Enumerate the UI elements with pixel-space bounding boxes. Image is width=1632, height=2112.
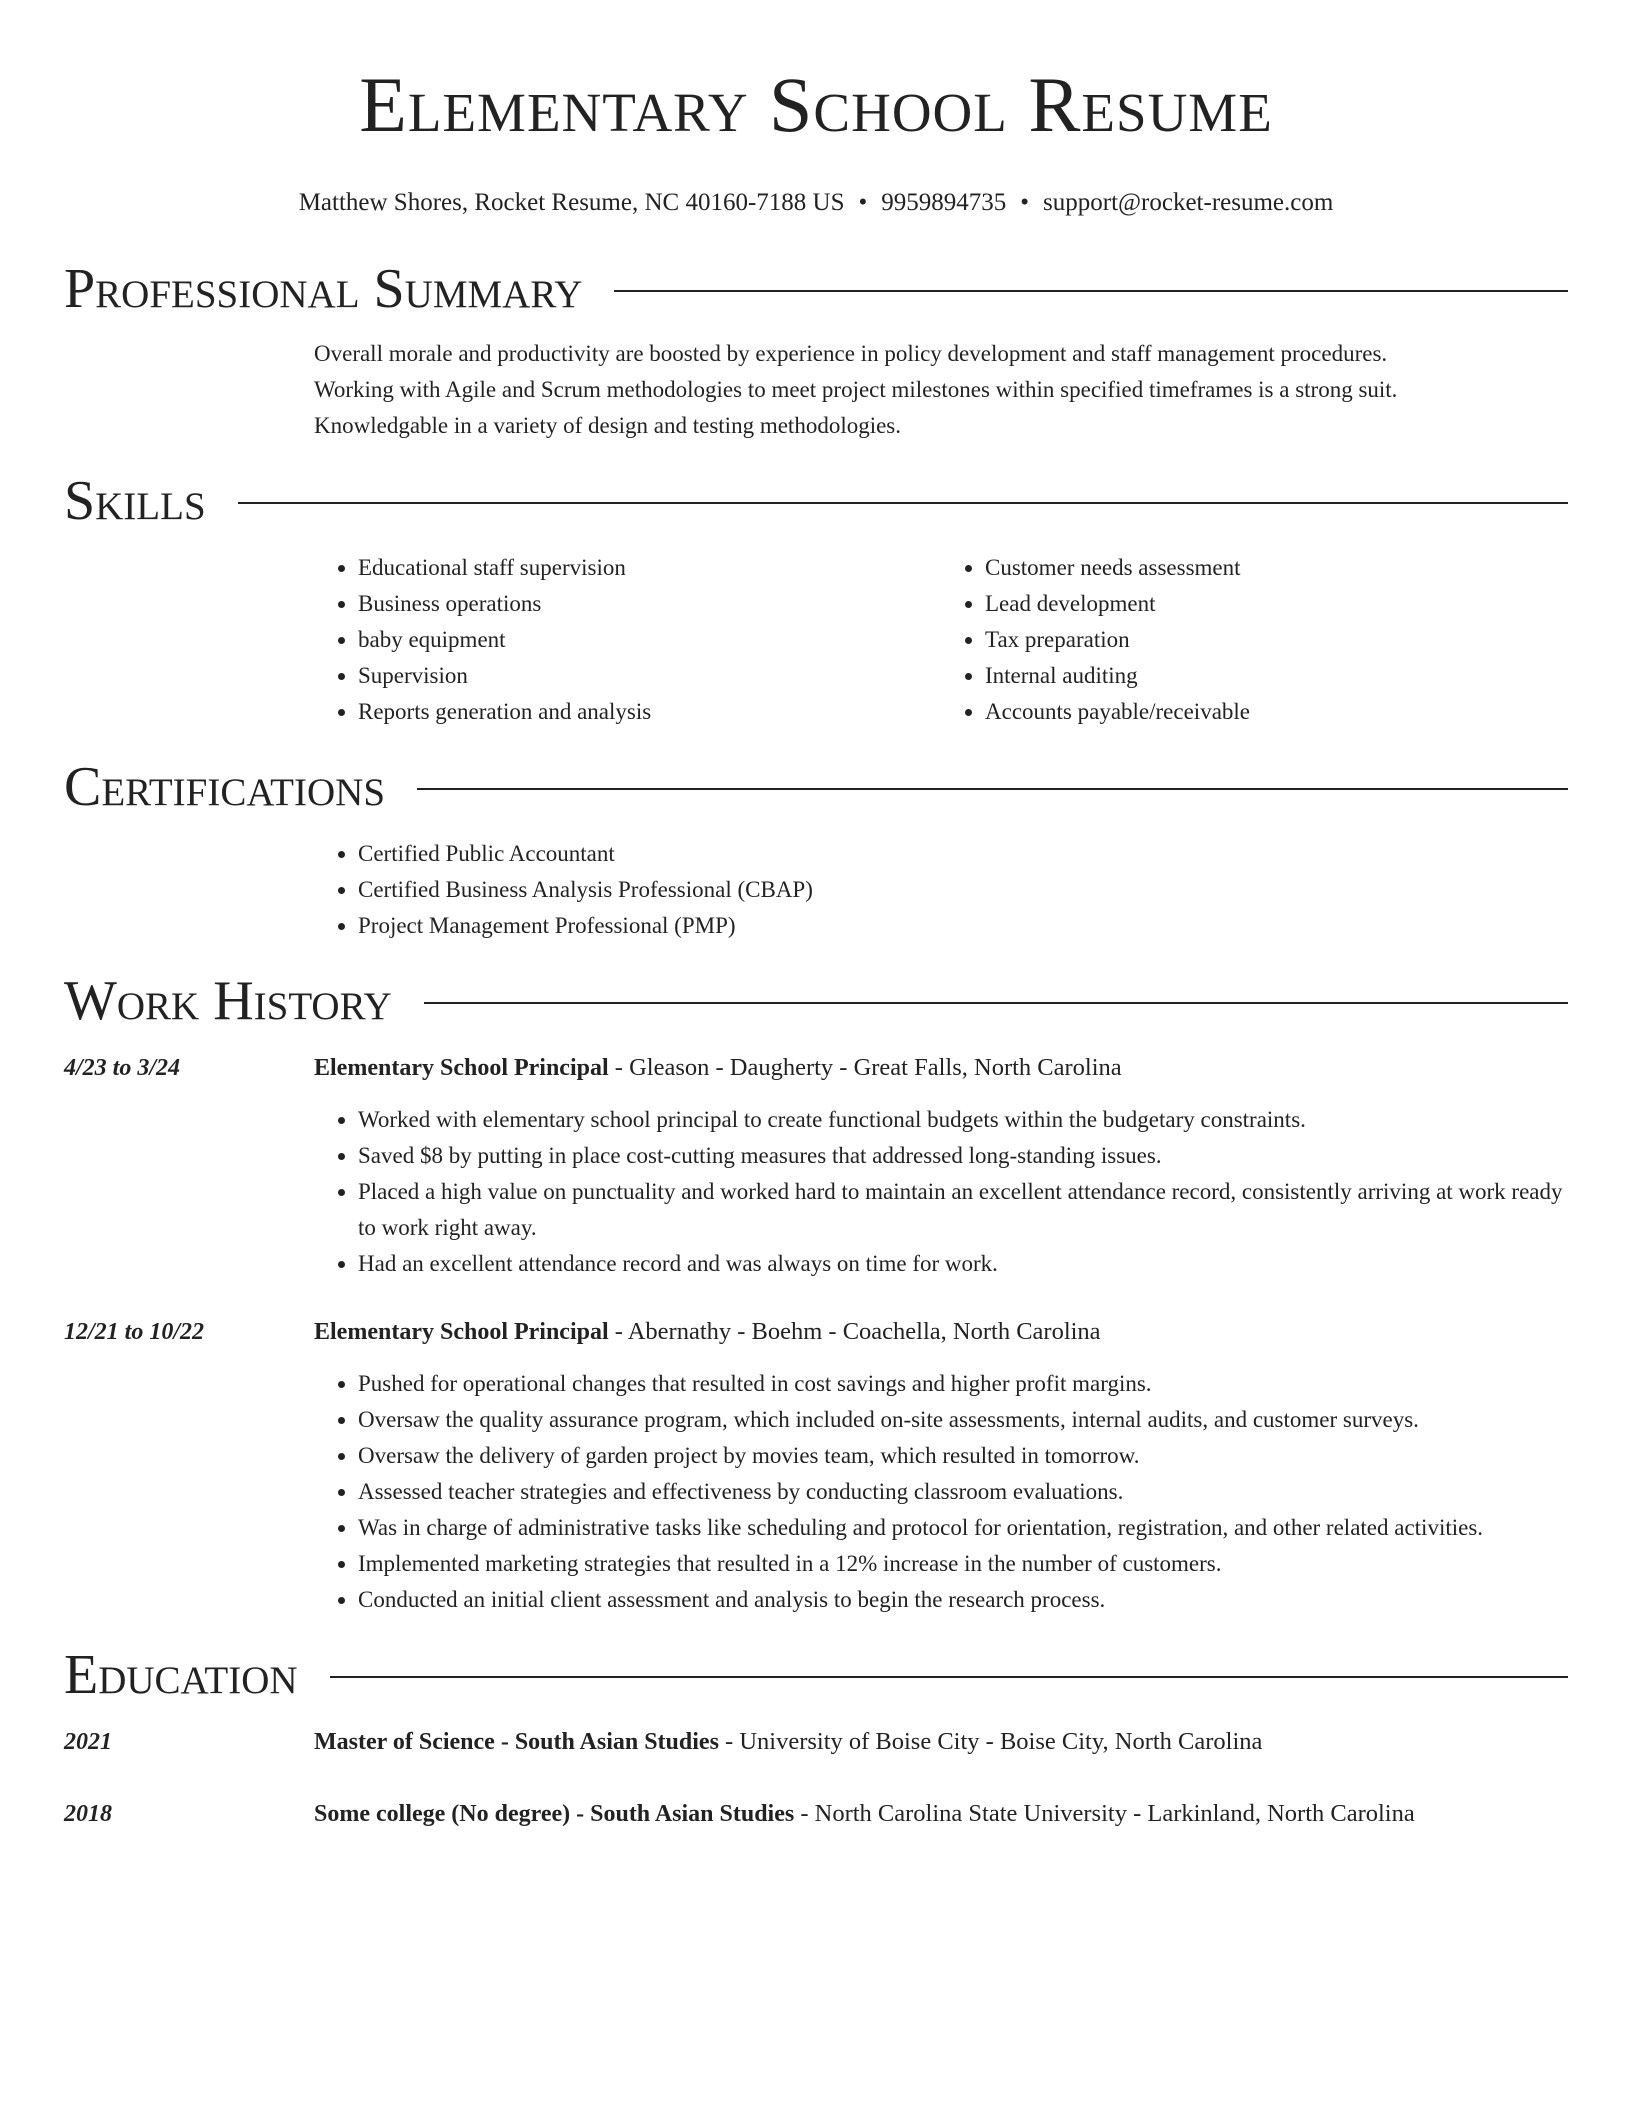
skill-item: • Customer needs assessment <box>985 550 1568 586</box>
skill-item: • Supervision <box>358 658 941 694</box>
section-divider <box>417 788 1568 790</box>
education-degree: Master of Science - South Asian Studies <box>314 1729 719 1755</box>
section-title: Professional Summary <box>64 258 583 320</box>
education-details <box>314 1724 1568 1760</box>
job-bullet: • Assessed teacher strategies and effectiveness by conducting classroom evaluations. <box>358 1474 1568 1510</box>
job-bullet: • Conducted an initial client assessment and analysis to begin the research process. <box>358 1582 1568 1618</box>
job-bullet: • Oversaw the delivery of garden project by movies team, which resulted in tomorrow. <box>358 1438 1568 1474</box>
education-details <box>314 1796 1568 1832</box>
work-history-section <box>64 966 1568 1618</box>
job-bullet: • Had an excellent attendance record and was always on time for work. <box>358 1246 1568 1282</box>
job-bullets <box>314 1366 1568 1618</box>
section-header <box>64 966 1568 1036</box>
skill-item: • Internal auditing <box>985 658 1568 694</box>
skill-item: • Tax preparation <box>985 622 1568 658</box>
education-entry <box>64 1796 1568 1832</box>
certification-item: • Project Management Professional (PMP) <box>358 908 1568 944</box>
job-details <box>314 1050 1568 1282</box>
skill-item: • Lead development <box>985 586 1568 622</box>
section-header <box>64 752 1568 822</box>
summary-body <box>314 336 1568 444</box>
section-title: Work History <box>64 970 392 1032</box>
certification-item: • Certified Public Accountant <box>358 836 1568 872</box>
skills-list <box>314 550 1568 730</box>
contact-address: Matthew Shores, Rocket Resume, NC 40160-7188 US <box>298 189 845 216</box>
skill-item: • baby equipment <box>358 622 941 658</box>
job-bullets <box>314 1102 1568 1282</box>
education-entry <box>64 1724 1568 1760</box>
resume-title: Elementary School Resume <box>359 61 1273 148</box>
job-bullet: • Worked with elementary school principal to create functional budgets within the budgetary constraints. <box>358 1102 1568 1138</box>
skills-section <box>64 466 1568 730</box>
job-bullet: • Oversaw the quality assurance program, which included on-site assessments, internal audits, and customer surveys. <box>358 1402 1568 1438</box>
job-bullet: • Was in charge of administrative tasks like scheduling and protocol for orientation, registration, and other related activities. <box>358 1510 1568 1546</box>
job-bullet: • Saved $8 by putting in place cost-cutting measures that addressed long-standing issues. <box>358 1138 1568 1174</box>
summary-line: Knowledgable in a variety of design and testing methodologies. <box>314 413 902 438</box>
job-employer-location: - Abernathy - Boehm - Coachella, North Carolina <box>608 1318 1101 1345</box>
job-title: Elementary School Principal <box>314 1055 609 1081</box>
education-header <box>314 1724 1568 1760</box>
section-divider <box>330 1676 1568 1678</box>
job-employer-location: - Gleason - Daugherty - Great Falls, North Carolina <box>608 1054 1122 1081</box>
job-dates: 4/23 to 3/24 <box>64 1055 181 1081</box>
contact-phone: 9959894735 <box>881 189 1007 216</box>
skill-item: • Business operations <box>358 586 941 622</box>
education-header <box>314 1796 1568 1832</box>
section-header <box>64 1640 1568 1710</box>
skills-column-right <box>941 550 1568 730</box>
job-bullet: • Pushed for operational changes that resulted in cost savings and higher profit margins. <box>358 1366 1568 1402</box>
job-entry <box>64 1050 1568 1282</box>
section-title: Education <box>64 1644 298 1706</box>
job-header <box>314 1314 1568 1350</box>
job-details <box>314 1314 1568 1618</box>
section-header <box>64 466 1568 536</box>
section-divider <box>614 290 1568 292</box>
job-title: Elementary School Principal <box>314 1319 609 1345</box>
education-school-location: - University of Boise City - Boise City, North Carolina <box>718 1728 1263 1755</box>
section-header <box>64 254 1568 324</box>
education-section <box>64 1640 1568 1832</box>
certification-item: • Certified Business Analysis Professional (CBAP) <box>358 872 1568 908</box>
summary-section <box>64 254 1568 444</box>
education-year: 2021 <box>64 1729 112 1755</box>
section-divider <box>424 1002 1568 1004</box>
certifications-list <box>314 836 1568 944</box>
section-title: Skills <box>64 470 206 532</box>
certifications-body <box>314 836 1568 944</box>
contact-separator: • <box>858 189 868 216</box>
summary-line: Overall morale and productivity are boosted by experience in policy development and staff management procedures. <box>314 341 1388 366</box>
job-bullet: • Placed a high value on punctuality and worked hard to maintain an excellent attendance record, consistently arriving at work ready to work right away. <box>358 1174 1568 1246</box>
job-dates: 12/21 to 10/22 <box>64 1319 205 1345</box>
certifications-section <box>64 752 1568 944</box>
skill-item: • Reports generation and analysis <box>358 694 941 730</box>
skill-item: • Educational staff supervision <box>358 550 941 586</box>
education-school-location: - North Carolina State University - Larkinland, North Carolina <box>794 1800 1415 1827</box>
summary-line: Working with Agile and Scrum methodologies to meet project milestones within specified timeframes is a strong suit. <box>314 377 1398 402</box>
contact-line <box>64 188 1568 218</box>
education-degree: Some college (No degree) - South Asian Studies <box>314 1801 795 1827</box>
job-bullet: • Implemented marketing strategies that resulted in a 12% increase in the number of customers. <box>358 1546 1568 1582</box>
skills-column-left <box>314 550 941 730</box>
section-title: Certifications <box>64 756 386 818</box>
skill-item: • Accounts payable/receivable <box>985 694 1568 730</box>
contact-separator: • <box>1020 189 1030 216</box>
job-entry <box>64 1314 1568 1618</box>
section-divider <box>238 502 1568 504</box>
contact-email: support@rocket-resume.com <box>1043 189 1334 216</box>
education-year: 2018 <box>64 1801 112 1827</box>
job-header <box>314 1050 1568 1086</box>
